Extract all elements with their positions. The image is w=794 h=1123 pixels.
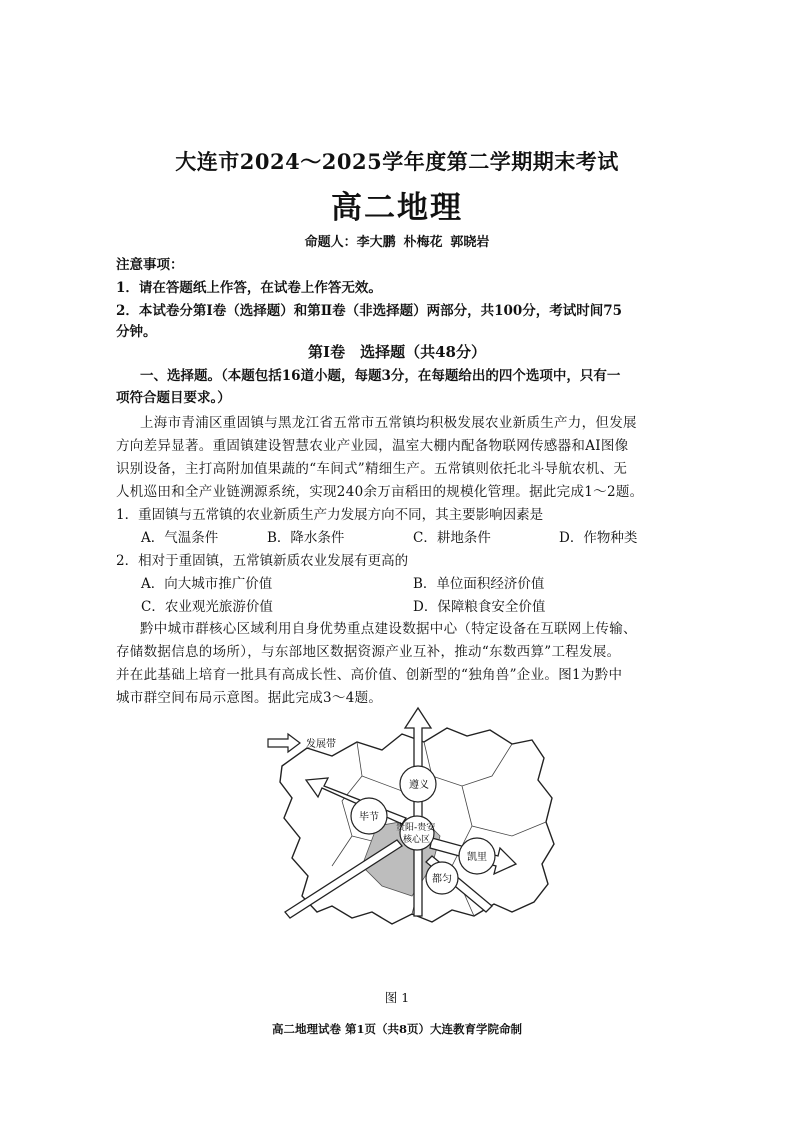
- label-core-line2: 核心区: [403, 835, 431, 845]
- passage2-line: 存储数据信息的场所），与东部地区数据资源产业互补，推动“东数西算”工程发展。: [116, 644, 621, 660]
- label-core-line1: 贵阳-贵安: [396, 823, 436, 833]
- notes-item-2-cont: 分钟。: [116, 324, 157, 340]
- question-2-option-b: B．单位面积经济价值: [413, 576, 545, 592]
- passage1-line: 上海市青浦区重固镇与黑龙江省五常市五常镇均积极发展农业新质生产力，但发展: [140, 415, 637, 431]
- city-cluster-map: [262, 706, 562, 931]
- question-1-option-b: B．降水条件: [267, 530, 345, 546]
- section-title: 第Ⅰ卷 选择题（共48分）: [308, 343, 486, 361]
- passage2-line: 黔中城市群核心区域利用自身优势重点建设数据中心（特定设备在互联网上传输、: [140, 621, 637, 637]
- section-instructions: 一、选择题。（本题包括16道小题，每题3分，在每题给出的四个选项中，只有一: [140, 368, 621, 384]
- question-1-option-c: C．耕地条件: [413, 530, 491, 546]
- question-1-stem: 1．重固镇与五常镇的农业新质生产力发展方向不同，其主要影响因素是: [116, 507, 544, 523]
- question-2-stem: 2．相对于重固镇，五常镇新质农业发展有更高的: [116, 553, 409, 569]
- passage1-line: 人机巡田和全产业链溯源系统，实现240余万亩稻田的规模化管理。据此完成1～2题。: [116, 484, 644, 500]
- authors-line: 命题人：李大鹏 朴梅花 郭晓岩: [304, 235, 490, 250]
- notes-heading: 注意事项：: [116, 257, 184, 273]
- subject-title: 高二地理: [331, 190, 463, 226]
- notes-item-1: 1．请在答题纸上作答，在试卷上作答无效。: [116, 280, 382, 296]
- exam-title: 大连市2024～2025学年度第二学期期末考试: [175, 149, 619, 174]
- section-instructions-cont: 项符合题目要求。）: [116, 390, 231, 406]
- notes-item-2: 2．本试卷分第Ⅰ卷（选择题）和第Ⅱ卷（非选择题）两部分，共100分，考试时间75: [116, 303, 623, 319]
- label-duyun: 都匀: [432, 874, 452, 885]
- question-2-option-d: D．保障粮食安全价值: [413, 599, 546, 615]
- passage2-line: 城市群空间布局示意图。据此完成3～4题。: [116, 690, 383, 706]
- question-2-option-c: C．农业观光旅游价值: [141, 599, 273, 615]
- label-kaili: 凯里: [467, 852, 487, 863]
- legend-label: 发展带: [306, 739, 336, 750]
- question-2-option-a: A．向大城市推广价值: [141, 576, 273, 592]
- passage1-line: 识别设备，主打高附加值果蔬的“车间式”精细生产。五常镇则依托北斗导航农机、无: [116, 461, 628, 477]
- legend-arrow-icon: [268, 734, 300, 752]
- question-1-option-d: D．作物种类: [559, 530, 638, 546]
- figure-caption: 图 1: [384, 990, 410, 1005]
- passage1-line: 方向差异显著。重固镇建设智慧农业产业园，温室大棚内配备物联网传感器和AI图像: [116, 438, 629, 454]
- label-bijie: 毕节: [359, 812, 379, 823]
- question-1-option-a: A．气温条件: [141, 530, 219, 546]
- page-footer: 高二地理试卷 第1页（共8页）大连教育学院命制: [271, 1022, 522, 1036]
- label-zunyi: 遵义: [409, 780, 429, 791]
- passage2-line: 并在此基础上培育一批具有高成长性、高价值、创新型的“独角兽”企业。图1为黔中: [116, 667, 623, 683]
